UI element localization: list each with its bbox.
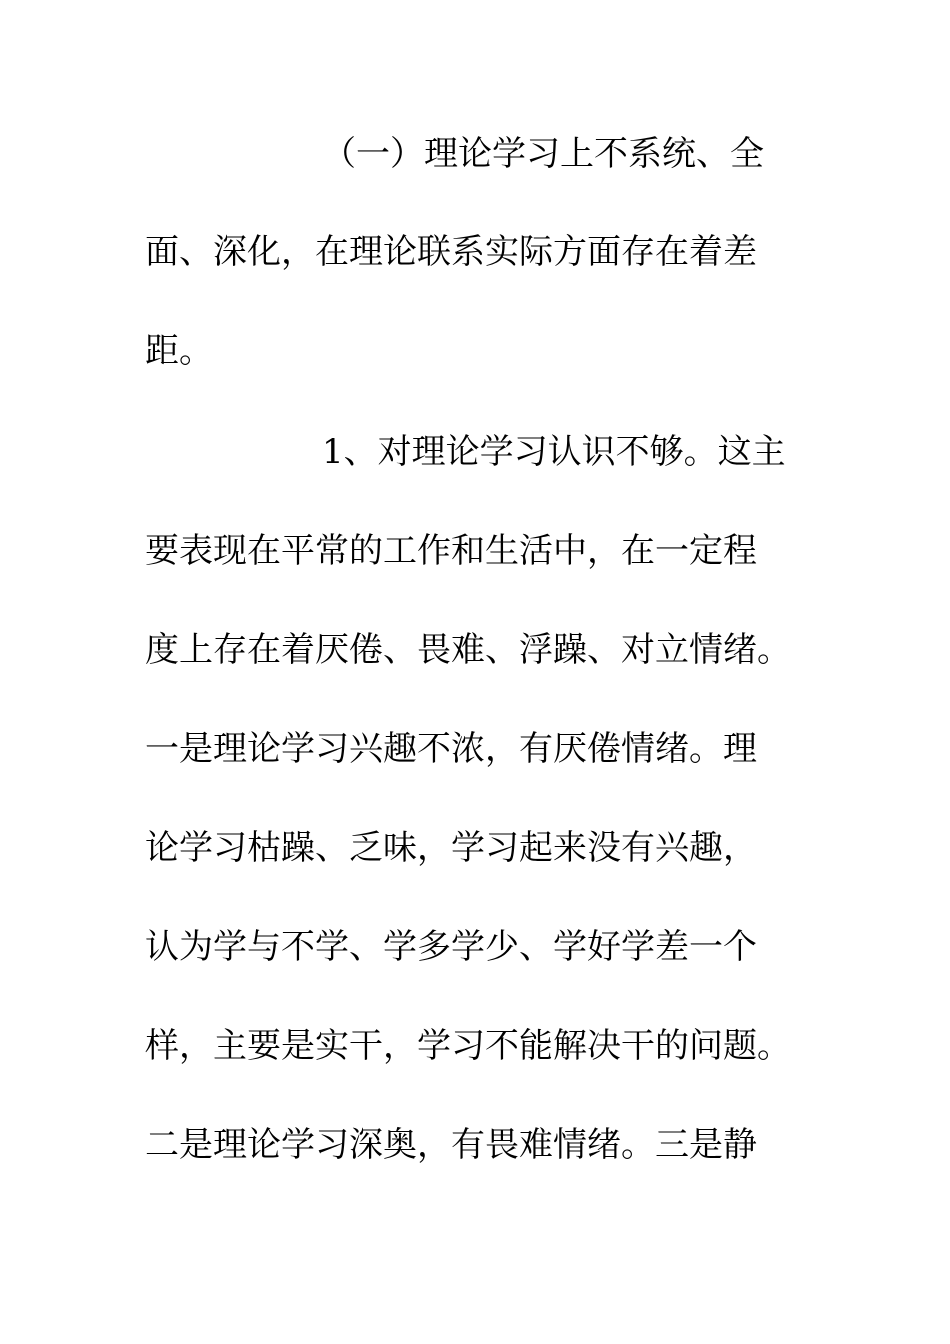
paragraph-line-6: 认为学与不学、学多学少、学好学差一个 <box>145 927 757 967</box>
paragraph-line-5: 论学习枯躁、乏味，学习起来没有兴趣， <box>145 828 757 868</box>
paragraph-line-1: 1、对理论学习认识不够。这主 <box>322 432 786 472</box>
paragraph-line-3: 度上存在着厌倦、畏难、浮躁、对立情绪。 <box>145 630 791 670</box>
paragraph-line-4: 一是理论学习兴趣不浓，有厌倦情绪。理 <box>145 729 757 769</box>
paragraph-line-7: 样，主要是实干，学习不能解决干的问题。 <box>145 1026 791 1066</box>
section-heading-line-3: 距。 <box>145 331 213 371</box>
paragraph-line-2: 要表现在平常的工作和生活中，在一定程 <box>145 531 757 571</box>
section-heading-line-1: （一）理论学习上不系统、全 <box>322 134 764 174</box>
section-heading-line-2: 面、深化，在理论联系实际方面存在着差 <box>145 232 757 272</box>
paragraph-line-8: 二是理论学习深奥，有畏难情绪。三是静 <box>145 1125 757 1165</box>
